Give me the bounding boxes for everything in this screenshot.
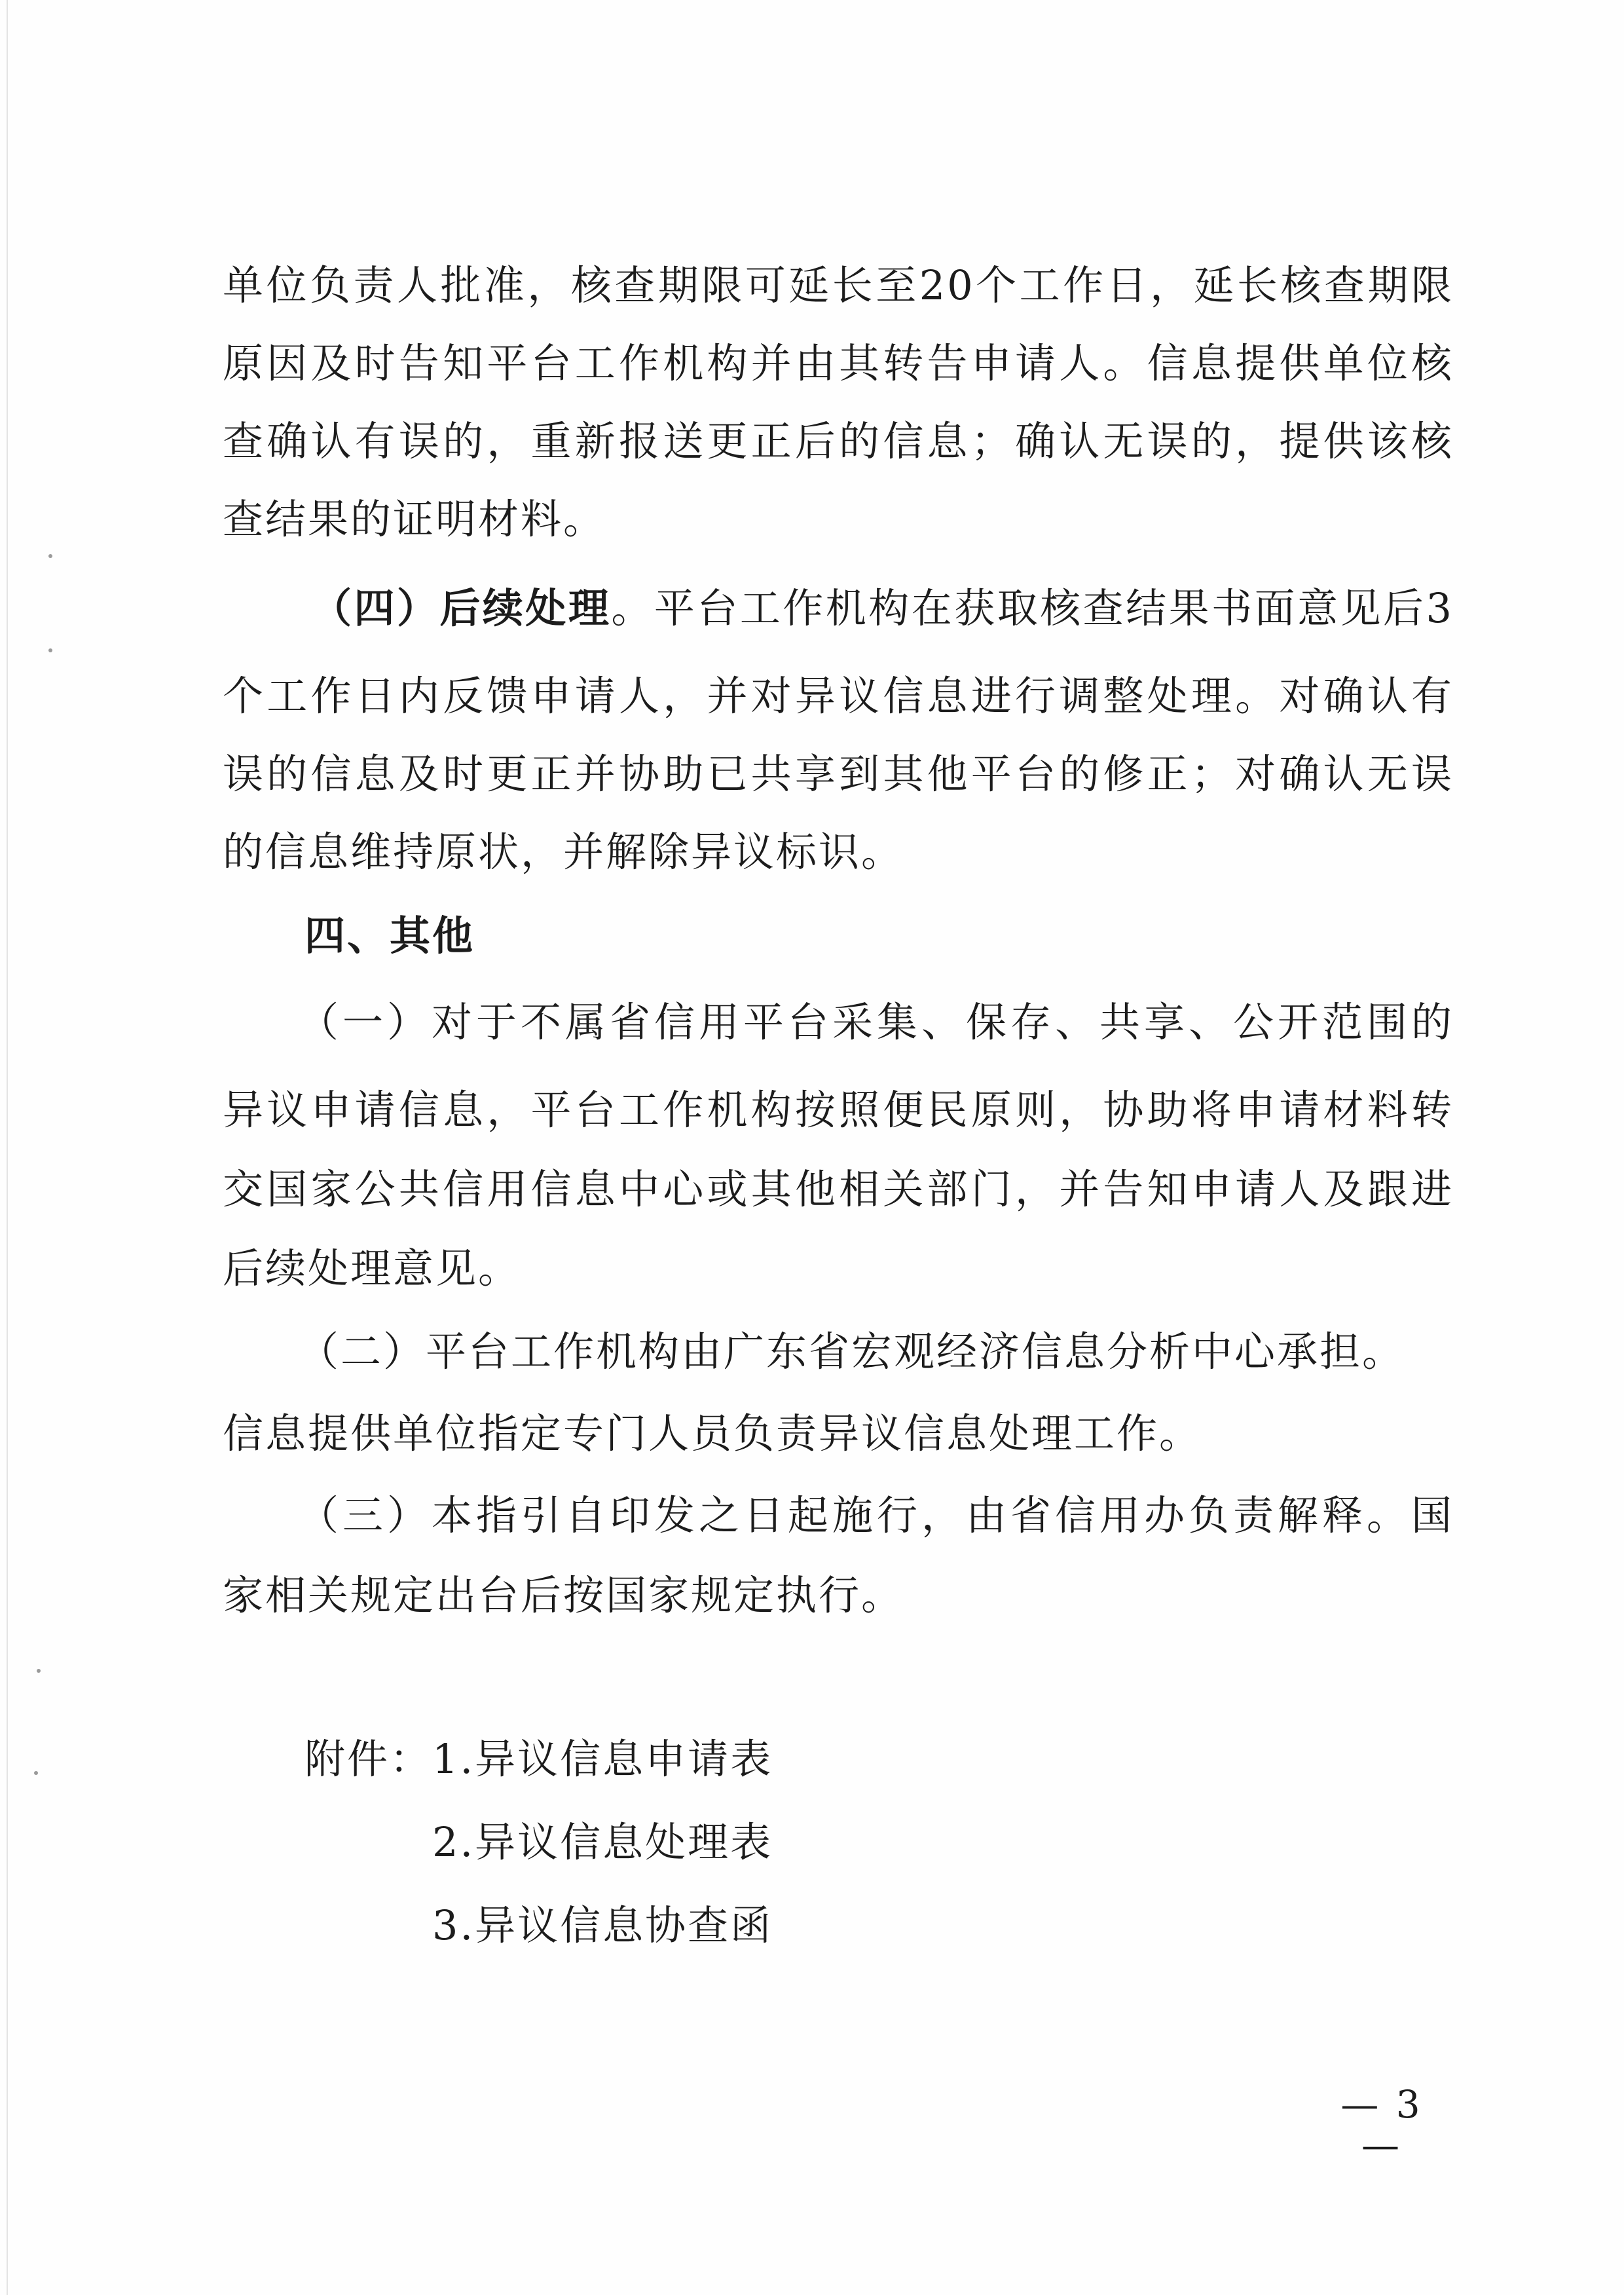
attachment-item: 1.异议信息申请表 (432, 1735, 773, 1783)
paragraph-2-line-2: 个工作日内反馈申请人，并对异议信息进行调整处理。对确认有 (223, 672, 1454, 720)
paragraph-5-line-1: （三）本指引自印发之日起施行，由省信用办负责解释。国 (298, 1491, 1454, 1539)
attachment-item: 2.异议信息处理表 (432, 1818, 773, 1866)
page-number: — 3 — (1340, 2082, 1423, 2167)
scan-mark (48, 648, 52, 652)
subsection-heading-follow-up: （四）后续处理 (311, 584, 612, 632)
paragraph-2-line-1-text: 。平台工作机构在获取核查结果书面意见后3 (611, 584, 1454, 632)
scan-edge-line (7, 0, 8, 2295)
attachment-item: 3.异议信息协查函 (432, 1901, 773, 1949)
paragraph-2-line-4: 的信息维持原状，并解除异议标识。 (223, 828, 904, 876)
scan-mark (37, 1669, 41, 1673)
paragraph-1-line-3: 查确认有误的，重新报送更正后的信息；确认无误的，提供该核 (223, 417, 1454, 465)
paragraph-4-line-2: 信息提供单位指定专门人员负责异议信息处理工作。 (223, 1409, 1202, 1457)
paragraph-4-line-1: （二）平台工作机构由广东省宏观经济信息分析中心承担。 (298, 1328, 1405, 1375)
paragraph-3-line-1: （一）对于不属省信用平台采集、保存、共享、公开范围的 (298, 998, 1454, 1046)
scan-mark (48, 554, 52, 558)
paragraph-1-line-4: 查结果的证明材料。 (223, 495, 606, 543)
paragraph-3-line-2: 异议申请信息，平台工作机构按照便民原则，协助将申请材料转 (223, 1086, 1454, 1134)
section-heading-other: 四、其他 (304, 912, 475, 960)
paragraph-3-line-4: 后续处理意见。 (223, 1244, 521, 1292)
attachments-label: 附件： (304, 1735, 433, 1783)
paragraph-5-line-2: 家相关规定出台后按国家规定执行。 (223, 1571, 904, 1619)
paragraph-1-line-1: 单位负责人批准，核查期限可延长至20个工作日，延长核查期限 (223, 261, 1454, 309)
paragraph-2-line-3: 误的信息及时更正并协助已共享到其他平台的修正；对确认无误 (223, 750, 1454, 798)
paragraph-1-line-2: 原因及时告知平台工作机构并由其转告申请人。信息提供单位核 (223, 339, 1454, 387)
paragraph-2-line-1 (311, 584, 1454, 632)
scan-mark (34, 1771, 38, 1775)
paragraph-3-line-3: 交国家公共信用信息中心或其他相关部门，并告知申请人及跟进 (223, 1165, 1454, 1213)
